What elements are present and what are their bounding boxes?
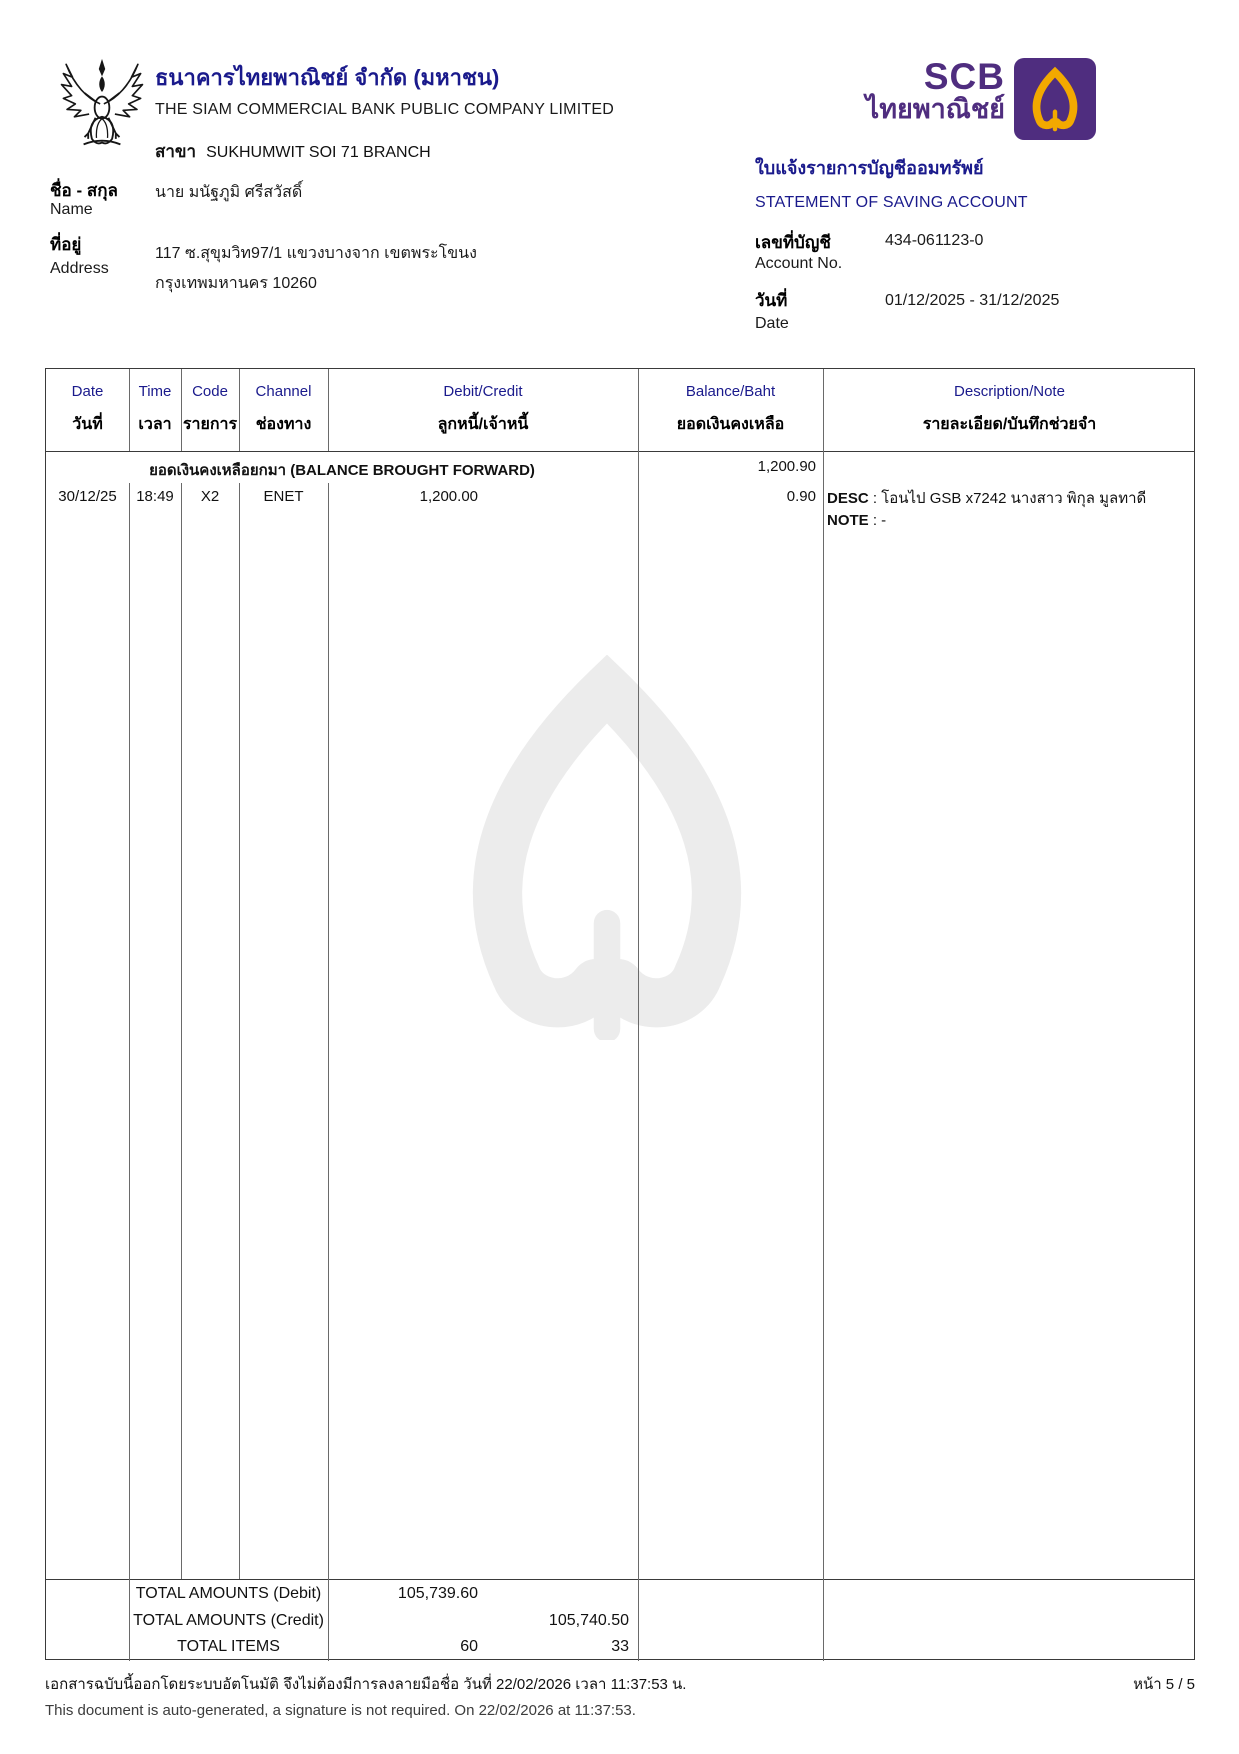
header-time-th: เวลา — [138, 416, 172, 433]
txn-note-line — [827, 510, 1196, 532]
total-items-debit-count: 60 — [460, 1638, 478, 1655]
branch-name: SUKHUMWIT SOI 71 BRANCH — [206, 144, 431, 161]
balance-brought-forward-amount: 1,200.90 — [757, 458, 816, 475]
header-channel — [239, 369, 328, 451]
txn-balance: 0.90 — [786, 488, 816, 505]
header-date — [46, 369, 129, 451]
total-debit-label: TOTAL AMOUNTS (Debit) — [135, 1585, 322, 1602]
col-rule — [181, 483, 182, 1579]
statement-title-thai: ใบแจ้งรายการบัญชีออมทรัพย์ — [755, 158, 984, 178]
header-debit-credit-th: ลูกหนี้/เจ้าหนี้ — [437, 416, 529, 433]
page-number: หน้า 5 / 5 — [1133, 1676, 1195, 1693]
bank-name-thai: ธนาคารไทยพาณิชย์ จำกัด (มหาชน) — [155, 65, 500, 90]
header-code — [181, 369, 239, 451]
txn-note-label: NOTE — [827, 511, 869, 529]
col-rule — [823, 369, 824, 1579]
scb-logo-mark-icon — [1014, 58, 1096, 140]
header-date-th: วันที่ — [72, 416, 103, 433]
account-label-thai: เลขที่บัญชี — [755, 233, 831, 252]
total-debit-row — [46, 1585, 1194, 1612]
header-code-th: รายการ — [182, 416, 238, 433]
balance-brought-forward-label: ยอดเงินคงเหลือยกมา (BALANCE BROUGHT FORWARD) — [149, 462, 535, 479]
txn-desc-label: DESC — [827, 490, 869, 507]
account-label-english: Account No. — [755, 255, 843, 272]
txn-date: 30/12/25 — [58, 488, 117, 505]
balance-brought-forward-row — [46, 451, 1194, 483]
statement-title-english: STATEMENT OF SAVING ACCOUNT — [755, 194, 1028, 211]
header-description-th: รายละเอียด/บันทึกช่วยจำ — [922, 416, 1097, 433]
header-time — [129, 369, 181, 451]
col-rule — [129, 483, 130, 1579]
customer-address-line2: กรุงเทพมหานคร 10260 — [155, 275, 317, 292]
header-time-en: Time — [138, 383, 172, 400]
total-debit-amount: 105,739.60 — [397, 1585, 478, 1602]
header-debit-credit — [328, 369, 638, 451]
header-balance-th: ยอดเงินคงเหลือ — [676, 416, 785, 433]
branch-line — [155, 138, 431, 165]
date-label-english: Date — [755, 315, 789, 332]
header-balance-en: Balance/Baht — [685, 383, 776, 400]
date-label-thai: วันที่ — [755, 291, 788, 310]
name-label-english: Name — [50, 201, 93, 218]
txn-note-text: : - — [868, 511, 887, 529]
total-credit-label: TOTAL AMOUNTS (Credit) — [133, 1612, 324, 1629]
transactions-table — [45, 368, 1195, 1660]
garuda-emblem-icon — [56, 52, 148, 154]
branch-label: สาขา — [155, 142, 197, 161]
header-code-en: Code — [192, 383, 228, 400]
total-items-credit-count: 33 — [611, 1638, 629, 1655]
scb-logo-thai: ไทยพาณิชย์ — [865, 93, 1005, 124]
bank-name-english: THE SIAM COMMERCIAL BANK PUBLIC COMPANY LIMITED — [155, 101, 614, 118]
col-rule — [638, 369, 639, 1579]
customer-address-line1: 117 ซ.สุขุมวิท97/1 แขวงบางจาก เขตพระโขนง — [155, 245, 477, 262]
statement-date-range: 01/12/2025 - 31/12/2025 — [885, 292, 1060, 309]
txn-description — [823, 488, 1196, 532]
account-number: 434-061123-0 — [885, 232, 984, 249]
header-channel-en: Channel — [255, 383, 312, 400]
header-description-en: Description/Note — [954, 383, 1065, 400]
txn-debit: 1,200.00 — [419, 488, 478, 505]
txn-desc-line — [827, 488, 1196, 510]
txn-time: 18:49 — [136, 488, 174, 505]
footer-thai: เอกสารฉบับนี้ออกโดยระบบอัตโนมัติ จึงไม่ต้องมีการลงลายมือชื่อ วันที่ 22/02/2026 เวลา 11:37:53 น. — [45, 1676, 687, 1693]
totals-section — [46, 1579, 1194, 1661]
txn-code: X2 — [200, 488, 220, 505]
header-debit-credit-en: Debit/Credit — [443, 383, 523, 400]
col-rule — [328, 483, 329, 1579]
col-rule — [239, 483, 240, 1579]
scb-logo-acronym: SCB — [923, 56, 1005, 97]
name-label-thai: ชื่อ - สกุล — [50, 181, 118, 200]
customer-name: นาย มนัฐภูมิ ศรีสวัสดิ์ — [155, 184, 303, 201]
address-label-thai: ที่อยู่ — [50, 235, 82, 254]
total-credit-amount: 105,740.50 — [548, 1612, 629, 1629]
total-credit-row — [46, 1612, 1194, 1639]
header-channel-th: ช่องทาง — [255, 416, 312, 433]
txn-desc-text: : โอนไป GSB x7242 นางสาว พิกุล มูลทาดี — [868, 490, 1147, 507]
header-description — [823, 369, 1196, 451]
address-label-english: Address — [50, 260, 109, 277]
footer-english: This document is auto-generated, a signature is not required. On 22/02/2026 at 11:37:53. — [45, 1702, 636, 1719]
total-items-label: TOTAL ITEMS — [177, 1638, 280, 1655]
transaction-row — [46, 483, 1194, 533]
header-balance — [638, 369, 823, 451]
header-date-en: Date — [71, 383, 104, 400]
txn-channel: ENET — [263, 488, 304, 505]
total-items-row — [46, 1638, 1194, 1665]
scb-logo-text — [760, 58, 1005, 123]
